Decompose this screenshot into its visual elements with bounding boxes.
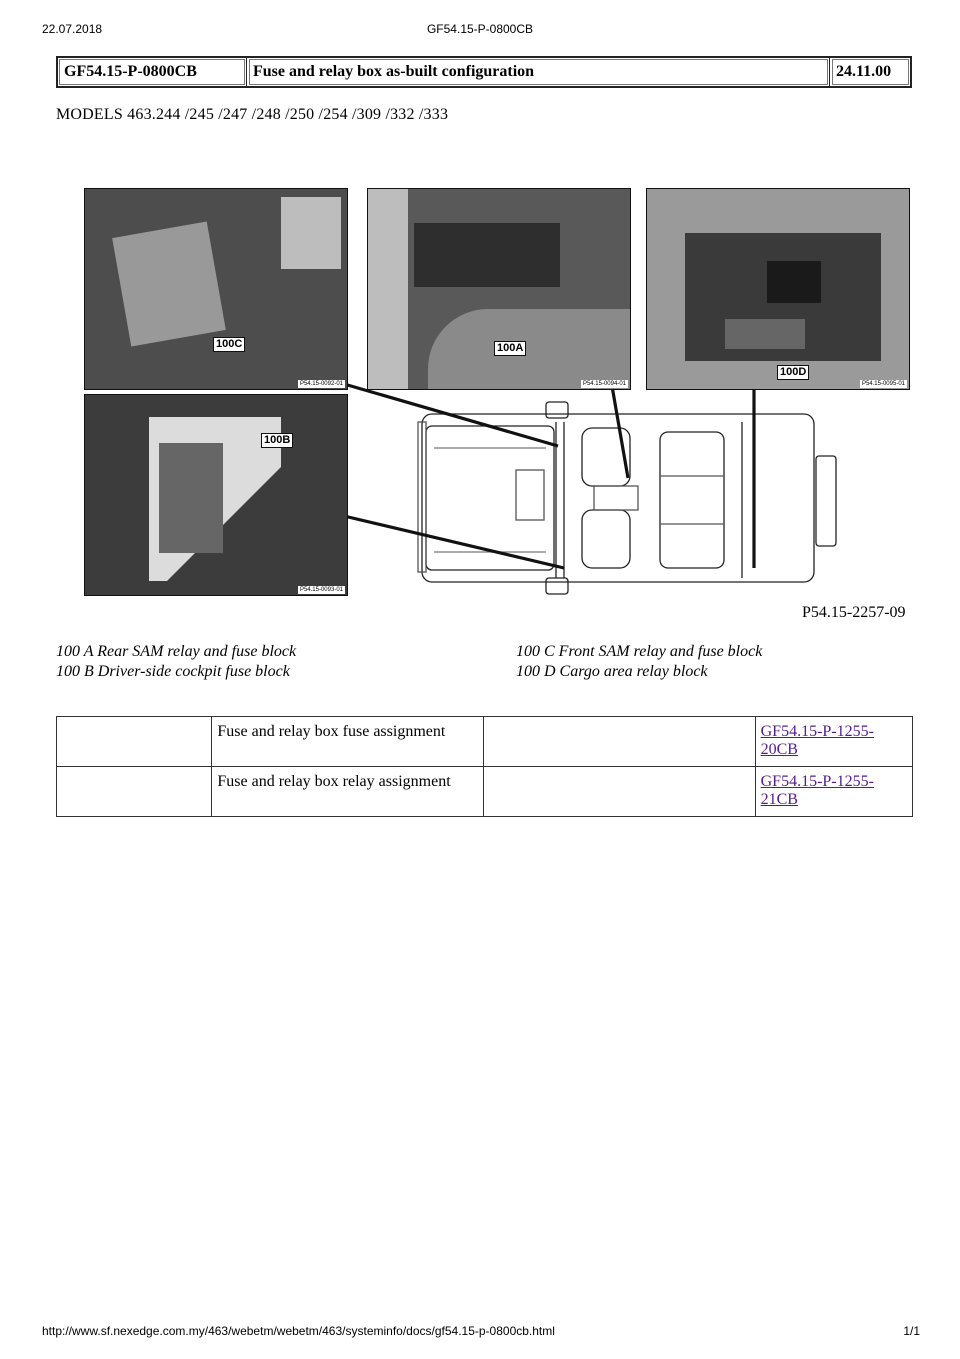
- legend-right: [516, 642, 762, 682]
- print-date: 22.07.2018: [42, 22, 103, 36]
- reference-link[interactable]: GF54.15-P-1255-21CB: [760, 773, 874, 808]
- photo-100d: [646, 188, 910, 390]
- document-title: Fuse and relay box as-built configuration: [247, 57, 830, 87]
- legend-item: 100 B Driver-side cockpit fuse block: [56, 663, 290, 680]
- callout-100d: 100D: [777, 365, 809, 380]
- photo-code-100c: P54.15-0092-01: [299, 381, 343, 387]
- callout-100b: 100B: [261, 433, 293, 448]
- photo-code-100b: P54.15-0093-01: [299, 587, 343, 593]
- print-page-number: 1/1: [903, 1324, 920, 1338]
- legend-item: 100 D Cargo area relay block: [516, 663, 708, 680]
- location-figure: [82, 186, 922, 606]
- print-url: http://www.sf.nexedge.com.my/463/webetm/webetm/463/systeminfo/docs/gf54.15-p-0800cb.html: [42, 1324, 555, 1338]
- photo-100b: [84, 394, 348, 596]
- table-row: [57, 767, 913, 817]
- document-date: 24.11.00: [830, 57, 912, 87]
- photo-100a: [367, 188, 631, 390]
- table-row: [57, 717, 913, 767]
- photo-code-100a: P54.15-0094-01: [582, 381, 626, 387]
- legend-item: 100 C Front SAM relay and fuse block: [516, 643, 763, 660]
- print-title: GF54.15-P-0800CB: [426, 22, 534, 36]
- legend-item: 100 A Rear SAM relay and fuse block: [56, 643, 297, 660]
- reference-description: Fuse and relay box fuse assignment: [212, 717, 484, 767]
- models-line: MODELS 463.244 /245 /247 /248 /250 /254 /309 /332 /333: [56, 106, 449, 123]
- callout-100c: 100C: [213, 337, 245, 352]
- photo-code-100d: P54.15-0095-01: [861, 381, 905, 387]
- document-title-table: [56, 56, 912, 88]
- reference-description: Fuse and relay box relay assignment: [212, 767, 484, 817]
- reference-table: [56, 716, 913, 817]
- legend-left: [56, 642, 296, 682]
- photo-100c: [84, 188, 348, 390]
- document-code: GF54.15-P-0800CB: [57, 57, 247, 87]
- callout-100a: 100A: [494, 341, 526, 356]
- figure-code: P54.15-2257-09: [802, 604, 906, 621]
- reference-link[interactable]: GF54.15-P-1255-20CB: [760, 723, 874, 758]
